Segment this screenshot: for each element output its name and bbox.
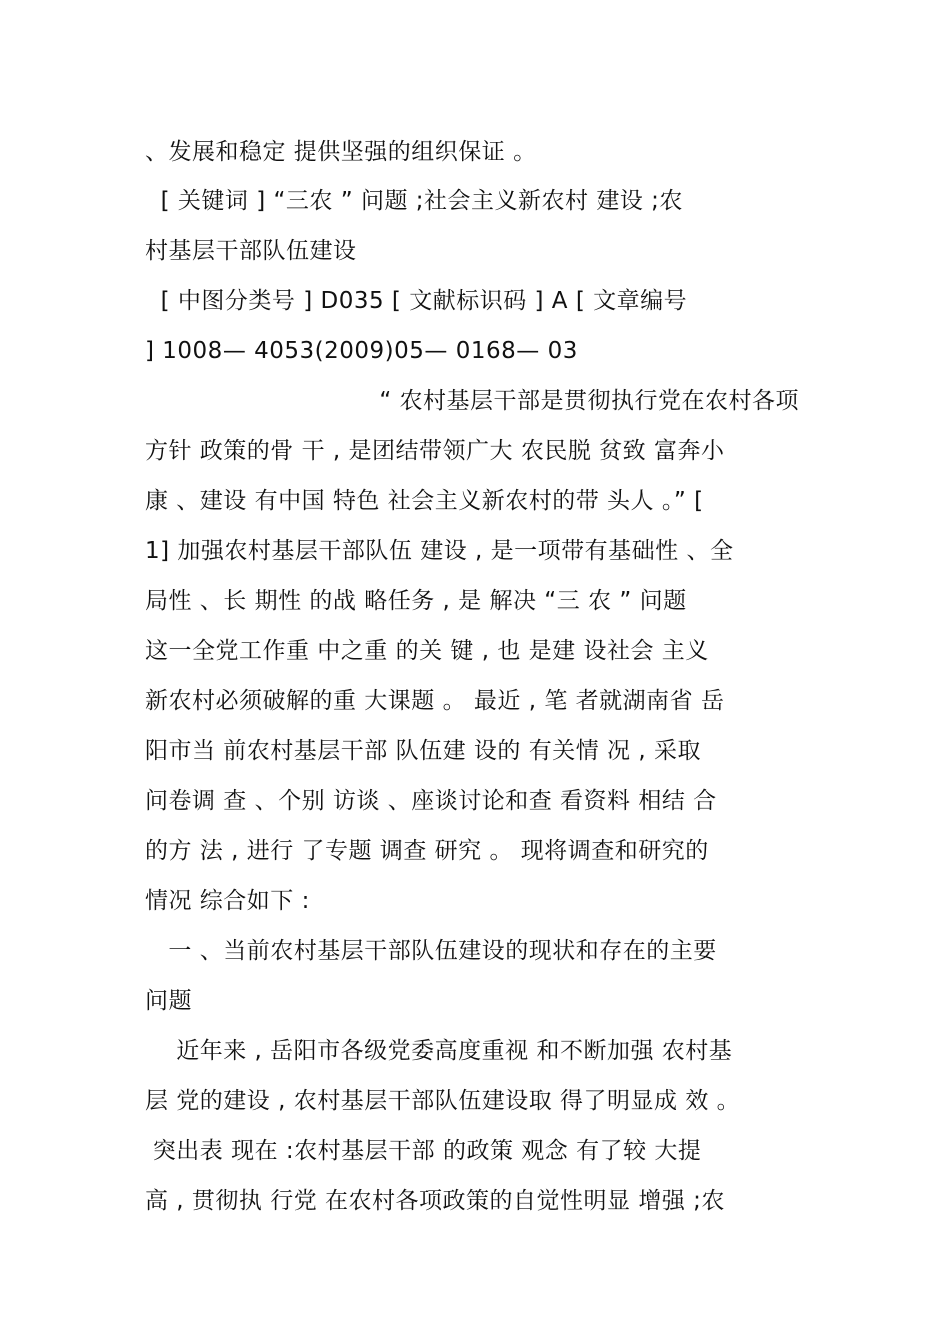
text-line: 村基层干部队伍建设 bbox=[145, 238, 357, 264]
text-line: 这一全党工作重 中之重 的关 键 , 也 是建 设社会 主义 bbox=[145, 638, 709, 664]
text-line: 高 , 贯彻执 行党 在农村各项政策的自觉性明显 增强 ;农 bbox=[145, 1188, 725, 1214]
text-line: 、发展和稳定 提供坚强的组织保证 。 bbox=[145, 139, 537, 165]
text-line: 局性 、长 期性 的战 略任务 , 是 解决 “三 农 ” 问题 bbox=[145, 588, 687, 614]
keywords-line: [ 关键词 ] “三农 ” 问题 ;社会主义新农村 建设 ;农 bbox=[145, 188, 683, 214]
text-line: “ 农村基层干部是贯彻执行党在农村各项 bbox=[145, 388, 800, 414]
text-line: 1] 加强农村基层干部队伍 建设 , 是一项带有基础性 、全 bbox=[145, 538, 734, 564]
text-line: 层 党的建设 , 农村基层干部队伍建设取 得了明显成 效 。 bbox=[145, 1088, 741, 1114]
text-line: 新农村必须破解的重 大课题 。 最近 , 笔 者就湖南省 岳 bbox=[145, 688, 725, 714]
text-line: 问卷调 查 、个别 访谈 、座谈讨论和查 看资料 相结 合 bbox=[145, 788, 717, 814]
section-heading-cont: 问题 bbox=[145, 988, 192, 1014]
text-line: 情况 综合如下 : bbox=[145, 888, 310, 914]
text-line: 近年来 , 岳阳市各级党委高度重视 和不断加强 农村基 bbox=[145, 1038, 733, 1064]
section-heading: 一 、当前农村基层干部队伍建设的现状和存在的主要 bbox=[145, 938, 717, 964]
text-line: 突出表 现在 :农村基层干部 的政策 观念 有了较 大提 bbox=[145, 1138, 702, 1164]
classification-line: [ 中图分类号 ] D035 [ 文献标识码 ] A [ 文章编号 bbox=[145, 288, 688, 314]
text-line: 阳市当 前农村基层干部 队伍建 设的 有关情 况 , 采取 bbox=[145, 738, 701, 764]
article-number-line: ] 1008— 4053(2009)05— 0168— 03 bbox=[145, 338, 578, 364]
text-line: 的方 法 , 进行 了专题 调查 研究 。 现将调查和研究的 bbox=[145, 838, 709, 864]
text-line: 康 、建设 有中国 特色 社会主义新农村的带 头人 。” [ bbox=[145, 488, 704, 514]
text-line: 方针 政策的骨 干 , 是团结带领广大 农民脱 贫致 富奔小 bbox=[145, 438, 725, 464]
